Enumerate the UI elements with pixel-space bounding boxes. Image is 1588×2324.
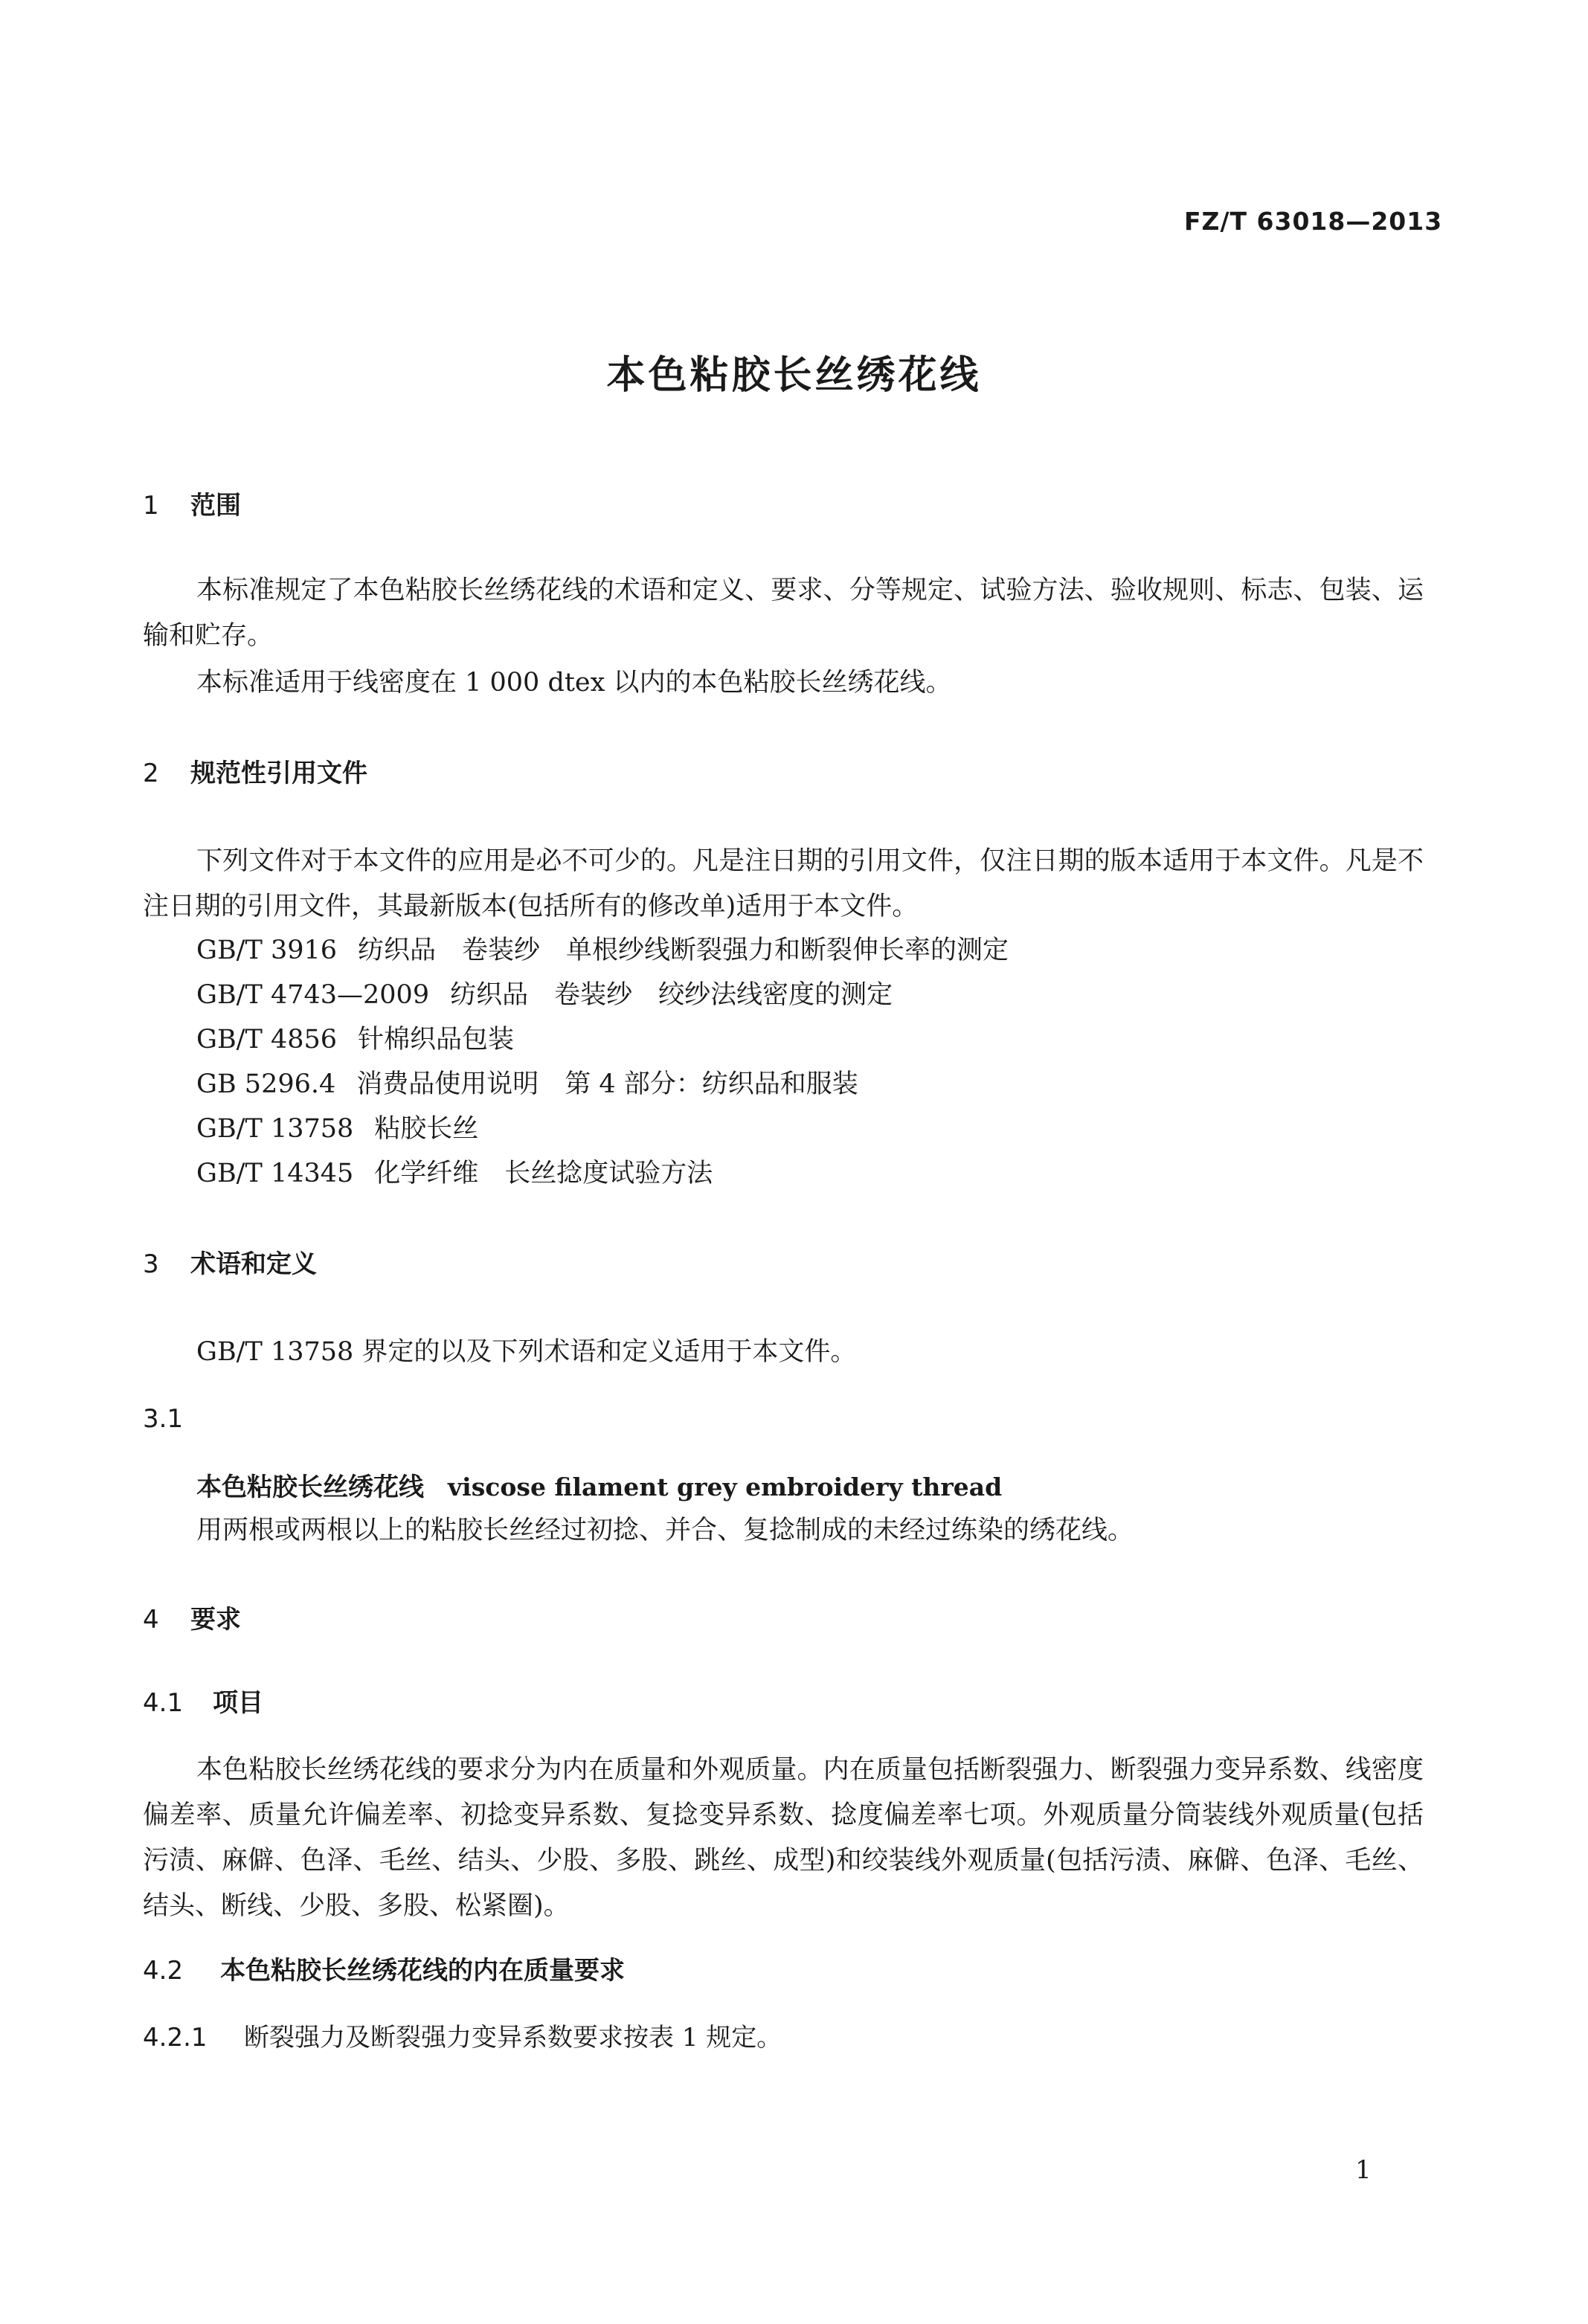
page-number: 1 (1355, 2155, 1372, 2185)
section-2-paragraph-1: 下列文件对于本文件的应用是必不可少的。凡是注日期的引用文件，仅注日期的版本适用于本文件。凡是不注日期的引用文件，其最新版本(包括所有的修改单)适用于本文件。 (143, 846, 1424, 921)
subsection-title: 本色粘胶长丝绣花线的内在质量要求 (220, 1956, 625, 1986)
reference-item (196, 1151, 713, 1197)
clause-text: 断裂强力及断裂强力变异系数要求按表 1 规定。 (244, 2023, 782, 2053)
reference-code: GB 5296.4 (196, 1069, 336, 1099)
section-3-paragraph-1: GB/T 13758 界定的以及下列术语和定义适用于本文件。 (196, 1337, 857, 1367)
section-1-paragraph-2: 本标准适用于线密度在 1 000 dtex 以内的本色粘胶长丝绣花线。 (196, 668, 952, 698)
term-english: viscose filament grey embroidery thread (448, 1472, 1003, 1501)
section-number: 1 (143, 491, 159, 521)
section-3-heading (143, 1243, 317, 1280)
reference-title: 粘胶长丝 (374, 1114, 479, 1144)
standard-number: FZ/T 63018—2013 (1184, 207, 1443, 236)
subsection-4-1-paragraph: 本色粘胶长丝绣花线的要求分为内在质量和外观质量。内在质量包括断裂强力、断裂强力变异系数、线密度偏差率、质量允许偏差率、初捻变异系数、复捻变异系数、捻度偏差率七项。外观质量分筒装线外观质量(包括污渍、麻僻、色泽、毛丝、结头、少股、多股、跳丝、成型)和绞装线外观质量(包括污渍、麻僻、色泽、毛丝、结头、断线、少股、多股、松紧圈)。 (143, 1755, 1424, 1921)
section-1-paragraph-1: 本标准规定了本色粘胶长丝绣花线的术语和定义、要求、分等规定、试验方法、验收规则、标志、包装、运输和贮存。 (143, 576, 1424, 651)
reference-title: 纺织品 卷装纱 绞纱法线密度的测定 (450, 980, 893, 1010)
subsection-title: 项目 (213, 1688, 263, 1718)
term-definition: 用两根或两根以上的粘胶长丝经过初捻、并合、复捻制成的未经过练染的绣花线。 (196, 1516, 1134, 1545)
reference-code: GB/T 4743—2009 (196, 980, 430, 1010)
section-number: 4 (143, 1605, 159, 1635)
reference-title: 消费品使用说明 第 4 部分：纺织品和服装 (356, 1069, 858, 1099)
subsection-number: 4.2 (143, 1956, 184, 1986)
subsection-4-2-heading (143, 1950, 625, 1986)
section-title: 术语和定义 (190, 1249, 317, 1279)
reference-item (196, 1107, 478, 1152)
reference-item (196, 928, 1009, 973)
reference-code: GB/T 13758 (196, 1114, 354, 1144)
section-2-heading (143, 753, 367, 789)
reference-title: 纺织品 卷装纱 单根纱线断裂强力和断裂伸长率的测定 (358, 936, 1009, 965)
section-title: 要求 (190, 1605, 241, 1635)
reference-item (196, 1062, 858, 1107)
subsection-3-1-number: 3.1 (143, 1404, 184, 1434)
reference-code: GB/T 14345 (196, 1159, 354, 1188)
section-title: 规范性引用文件 (190, 759, 367, 788)
subsection-number: 4.1 (143, 1688, 184, 1718)
reference-item (196, 1017, 514, 1063)
clause-number: 4.2.1 (143, 2023, 208, 2053)
reference-item (196, 973, 893, 1018)
section-1-heading (143, 485, 241, 521)
document-title: 本色粘胶长丝绣花线 (606, 353, 982, 398)
term-chinese: 本色粘胶长丝绣花线 (196, 1472, 424, 1502)
reference-title: 化学纤维 长丝捻度试验方法 (374, 1159, 713, 1188)
section-number: 3 (143, 1249, 159, 1279)
reference-title: 针棉织品包装 (358, 1025, 515, 1055)
section-4-heading (143, 1599, 241, 1635)
clause-4-2-1 (143, 2017, 782, 2053)
reference-code: GB/T 3916 (196, 936, 338, 965)
section-title: 范围 (190, 491, 241, 521)
subsection-4-1-heading (143, 1682, 263, 1719)
reference-code: GB/T 4856 (196, 1025, 338, 1055)
term-entry (196, 1467, 1002, 1503)
section-number: 2 (143, 759, 159, 788)
